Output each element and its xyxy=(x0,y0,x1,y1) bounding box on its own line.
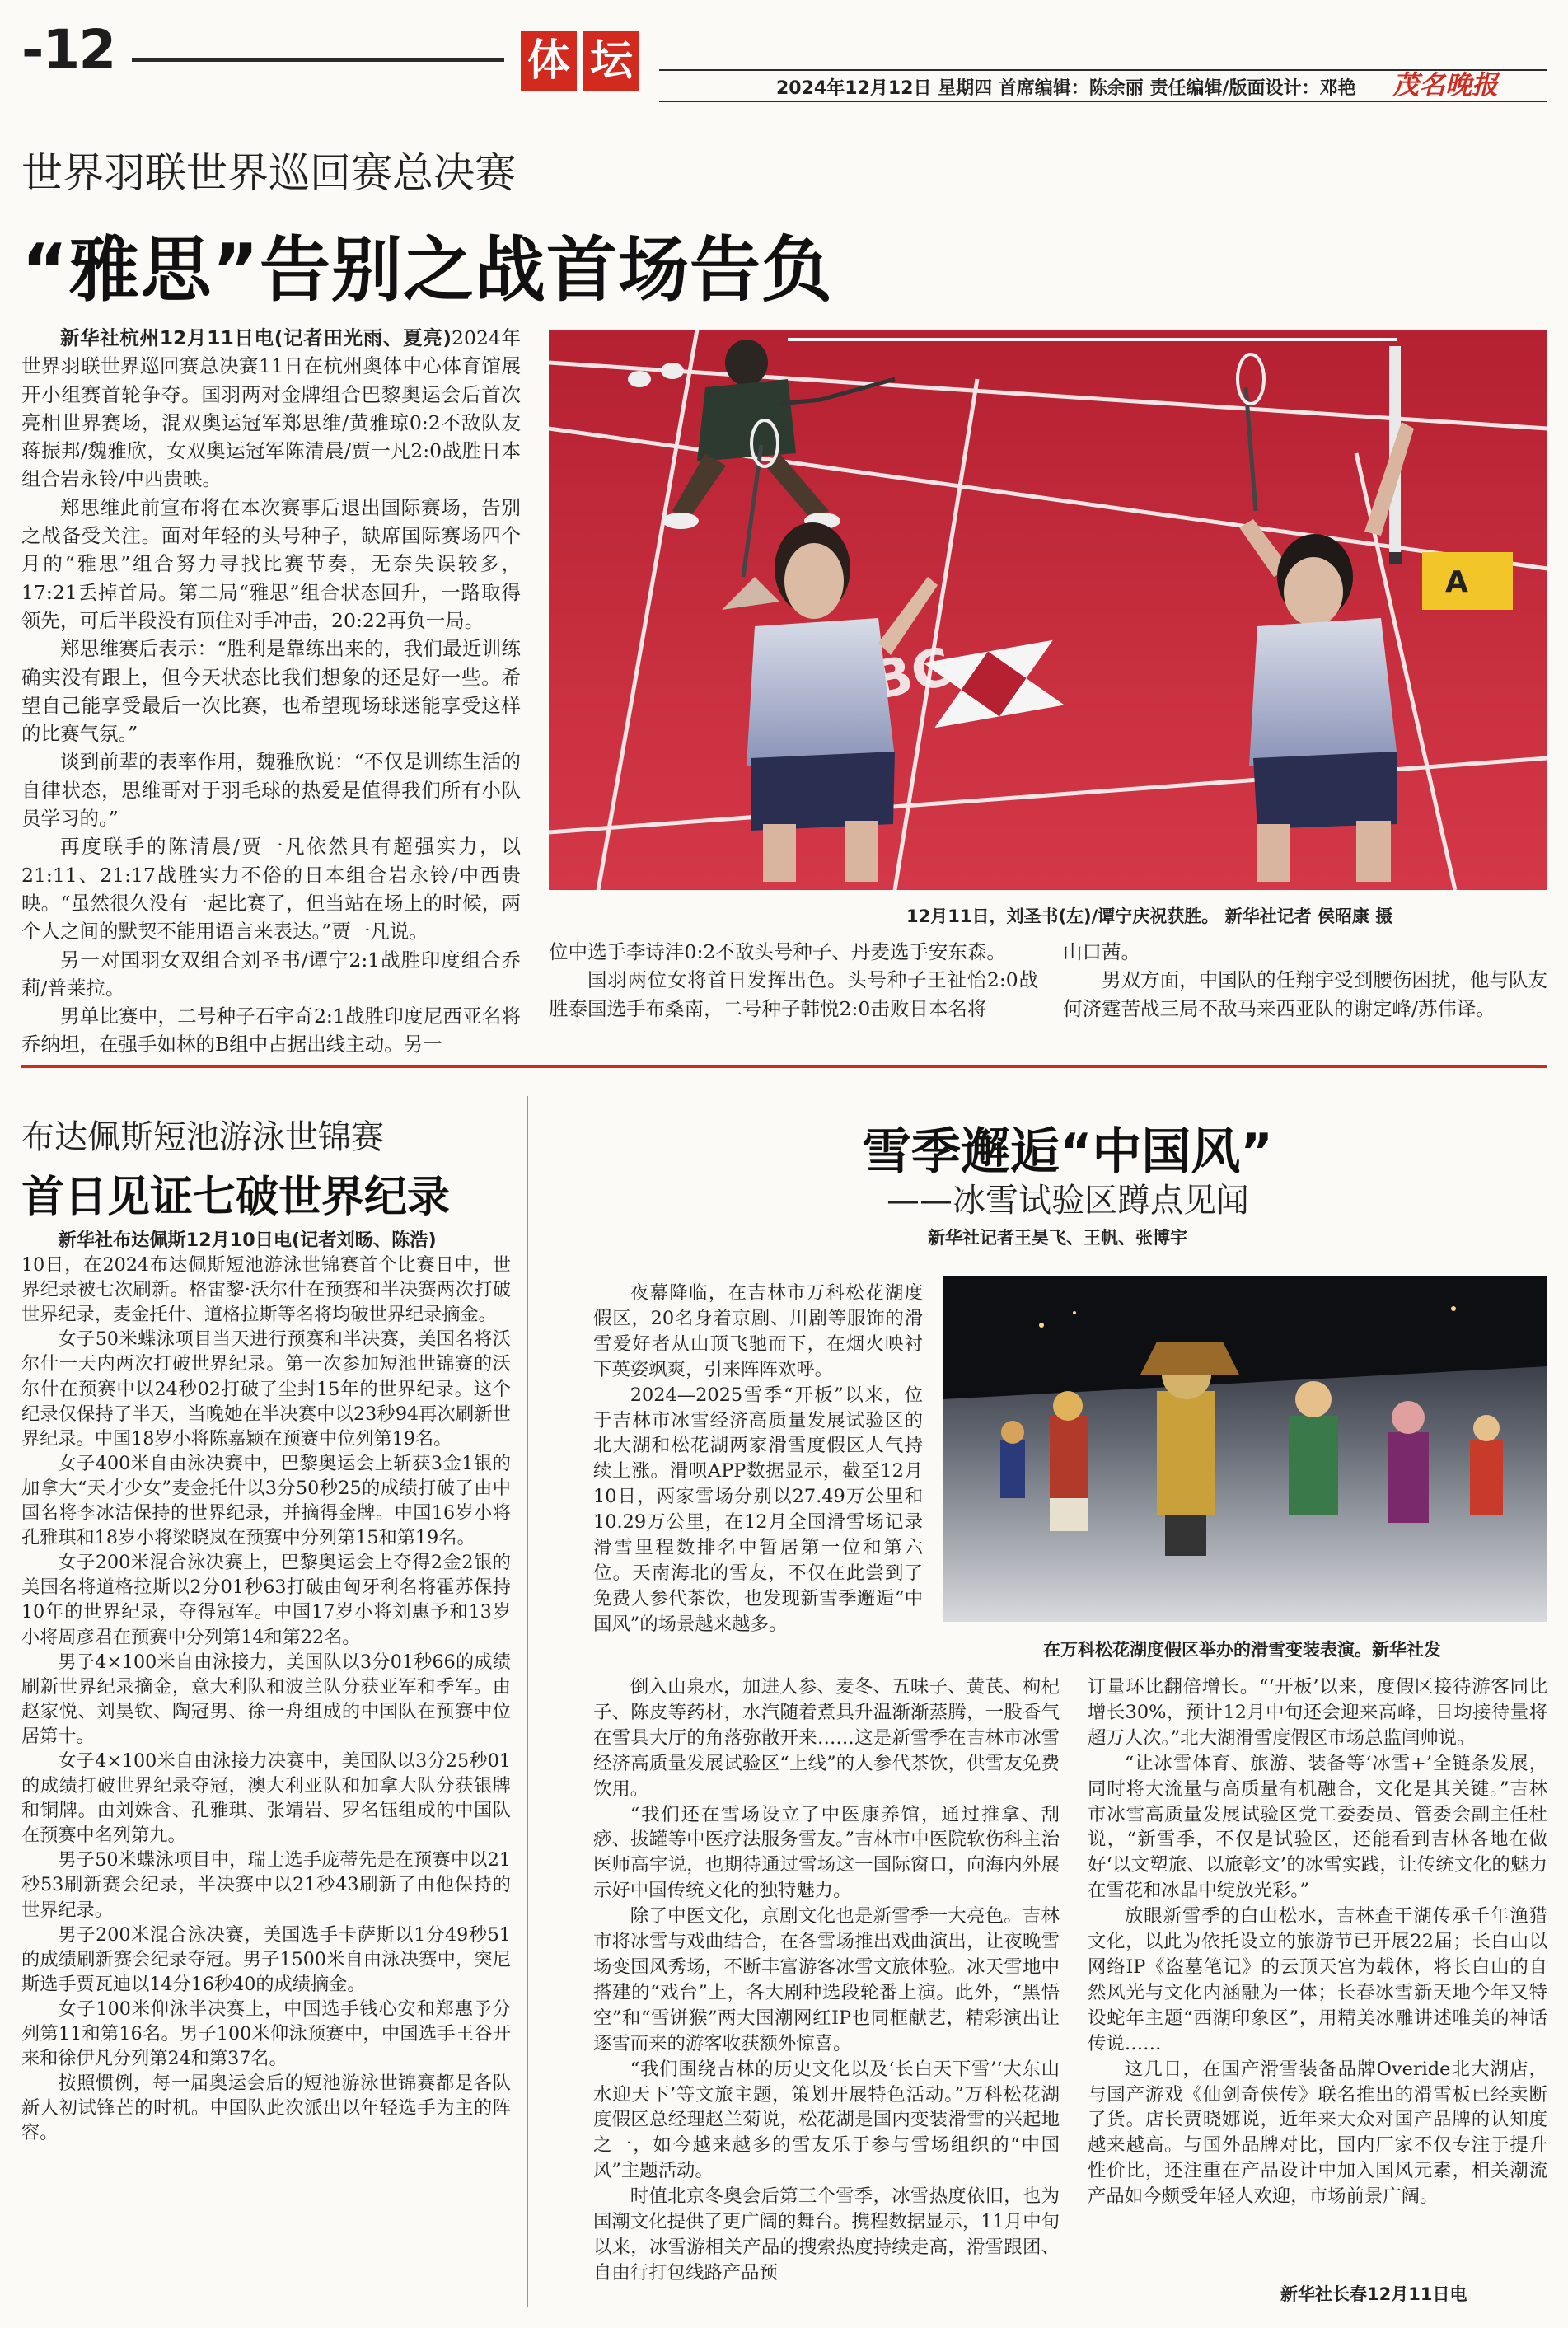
story3-headline: 雪季邂逅“中国风” xyxy=(862,1123,1273,1181)
section-separator xyxy=(21,1065,1547,1068)
svg-text:A: A xyxy=(1445,565,1468,599)
story2-paragraph: 男子200米混合泳决赛，美国选手卡萨斯以1分49秒51的成绩刷新赛会纪录夺冠。男子1500米自由泳决赛中，突尼斯选手贾瓦迪以14分16秒40的成绩摘金。 xyxy=(21,1923,511,1995)
story2-paragraph: 按照惯例，每一届奥运会后的短池游泳世锦赛都是各队新人初试锋芒的时机。中国队此次派出以年轻选手为主的阵容。 xyxy=(21,2073,511,2144)
story3-body-col1-top xyxy=(593,1281,923,1637)
story1-col3-line: 山口茜。 xyxy=(1063,940,1140,963)
story1-body-col1 xyxy=(21,324,521,1059)
story2-paragraph: 女子400米自由泳决赛中，巴黎奥运会上斩获3金1银的加拿大“天才少女”麦金托什以3分50秒25的成绩打破了由中国名将李冰洁保持的世界纪录，并摘得金牌。中国16岁小将孔雅琪和18岁小将梁晓岚在预赛中分列第15和第19名。 xyxy=(21,1452,511,1549)
story3-paragraph: 2024—2025雪季“开板”以来，位于吉林市冰雪经济高质量发展试验区的北大湖和松花湖两家滑雪度假区人气持续上涨。滑呗APP数据显示，截至12月10日，两家雪场分别以27.49万公里和10.29万公里，在12月全国滑雪场记录滑雪里程数排名中暂居第一位和第六位。天南海北的雪友，不仅在此尝到了免费人参代茶饮，也发现新雪季邂逅“中国风”的场景越来越多。 xyxy=(593,1384,923,1635)
story3-paragraph: 除了中医文化，京剧文化也是新雪季一大亮色。吉林市将冰雪与戏曲结合，在各雪场推出戏曲演出，让夜晚雪场变国风秀场，不断丰富游客冰雪文旅体验。冰天雪地中搭建的“戏台”上，各大剧种选段轮番上演。此外，“黑悟空”和“雪饼猴”两大国潮网红IP也同框献艺，精彩演出让逐雪而来的游客收获额外惊喜。 xyxy=(593,1905,1060,2054)
column-divider xyxy=(527,1096,528,2307)
story1-col2-line: 位中选手李诗沣0:2不敌头号种子、丹麦选手安东森。 xyxy=(549,940,1006,963)
story3-paragraph: “让冰雪体育、旅游、装备等‘冰雪+’全链条发展，同时将大流量与高质量有机融合，文化是其关键。”吉林市冰雪高质量发展试验区党工委委员、管委会副主任杜说，“新雪季，不仅是试验区，还能看到吉林各地在做好‘以文塑旅、以旅彰文’的冰雪实践，让传统文化的魅力在雪花和冰晶中绽放光彩。” xyxy=(1088,1752,1547,1902)
story3-byline: 新华社记者王昊飞、王帆、张博宇 xyxy=(928,1228,1187,1248)
story3-paragraph: 时值北京冬奥会后第三个雪季，冰雪热度依旧，也为国潮文化提供了更广阔的舞台。携程数据显示，11月中旬以来，冰雪游相关产品的搜索热度持续走高，滑雪跟团、自由行打包线路产品预 xyxy=(593,2185,1060,2284)
story3-paragraph: 夜幕降临，在吉林市万科松花湖度假区，20名身着京剧、川剧等服饰的滑雪爱好者从山顶飞驰而下，在烟火映衬下英姿飒爽，引来阵阵欢呼。 xyxy=(593,1282,923,1380)
story1-paragraph: 再度联手的陈清晨/贾一凡依然具有超强实力，以21:11、21:17战胜实力不俗的日本组合岩永铃/中西贵映。“虽然很久没有一起比赛了，但当站在场上的时候，两个人之间的默契不能用语言来表达。”贾一凡说。 xyxy=(21,835,521,944)
dateline: 2024年12月12日 星期四 首席编辑：陈余丽 责任编辑/版面设计：邓艳 xyxy=(776,78,1356,99)
story2-body xyxy=(21,1228,511,2145)
badminton-photo-art xyxy=(549,330,1547,890)
story2-paragraph: 10日，在2024布达佩斯短池游泳世锦赛首个比赛日中，世界纪录被七次刷新。格雷黎·沃尔什在预赛和半决赛两次打破世界纪录，麦金托什、道格拉斯等名将均破世界纪录摘金。 xyxy=(21,1254,511,1326)
badminton-photo xyxy=(549,330,1547,890)
story2-lead-label: 新华社布达佩斯12月10日电(记者刘旸、陈浩) xyxy=(58,1230,437,1251)
story1-headline: “雅思”告别之战首场告负 xyxy=(21,229,834,311)
header-rule-right-bottom xyxy=(659,101,1547,102)
story1-body-col3 xyxy=(1063,938,1547,1023)
ski-costume-photo-art xyxy=(943,1276,1547,1622)
story2-paragraph: 女子4×100米自由泳接力决赛中，美国队以3分25秒01的成绩打破世界纪录夺冠，澳大利亚队和加拿大队分获银牌和铜牌。由刘姝含、孔雅琪、张靖岩、罗名钰组成的中国队在预赛中名列第九。 xyxy=(21,1750,511,1847)
story1-paragraph: 男单比赛中，二号种子石宇奇2:1战胜印度尼西亚名将乔纳坦，在强手如林的B组中占据出线主动。另一 xyxy=(21,1005,521,1056)
story2-paragraph: 男子50米蝶泳项目中，瑞士选手庞蒂先是在预赛中以21秒53刷新赛会纪录，半决赛中以21秒43刷新了由他保持的世界纪录。 xyxy=(21,1849,511,1921)
story3-paragraph: 这几日，在国产滑雪装备品牌Overide北大湖店，与国产游戏《仙剑奇侠传》联名推出的滑雪板已经卖断了货。店长贾晓娜说，近年来大众对国产品牌的认知度越来越高。与国外品牌对比，国内厂家不仅专注于提升性价比，还注重在产品设计中加入国风元素，相关潮流产品如今颇受年轻人欢迎，市场前景广阔。 xyxy=(1088,2058,1547,2208)
story3-signoff: 新华社长春12月11日电 xyxy=(1280,2284,1467,2304)
ski-costume-photo xyxy=(943,1276,1547,1622)
story1-paragraph: 谈到前辈的表率作用，魏雅欣说：“不仅是训练生活的自律状态，思维哥对于羽毛球的热爱是值得我们所有小队员学习的。” xyxy=(21,750,521,831)
story2-paragraph: 女子100米仰泳半决赛上，中国选手钱心安和郑惠予分列第11和第16名。男子100米仰泳预赛中，中国选手王谷开来和徐伊凡分列第24和第37名。 xyxy=(21,1998,511,2070)
story2-kicker: 布达佩斯短池游泳世锦赛 xyxy=(21,1118,384,1156)
section-label-1: 体 xyxy=(521,31,577,91)
story3-body-col1 xyxy=(593,1675,1060,2286)
badminton-photo-caption: 12月11日，刘圣书(左)/谭宁庆祝获胜。 新华社记者 侯昭康 摄 xyxy=(906,906,1393,926)
story1-paragraph: 另一对国羽女双组合刘圣书/谭宁2:1战胜印度组合乔莉/普莱拉。 xyxy=(21,948,521,1000)
story3-paragraph: “我们还在雪场设立了中医康养馆，通过推拿、刮痧、拔罐等中医疗法服务雪友。”吉林市中医院软伤科主治医师高宇说，也期待通过雪场这一国际窗口，向海内外展示好中国传统文化的独特魅力。 xyxy=(593,1803,1060,1902)
header-rule-left xyxy=(132,58,504,62)
story2-headline: 首日见证七破世界纪录 xyxy=(21,1173,451,1222)
story1-body-col2 xyxy=(549,938,1038,1023)
story1-kicker: 世界羽联世界巡回赛总决赛 xyxy=(21,149,516,197)
story2-paragraph: 女子50米蝶泳项目当天进行预赛和半决赛，美国名将沃尔什一天内两次打破世界纪录。第一次参加短池世锦赛的沃尔什在预赛中以24秒02打破了尘封15年的世界纪录。这个纪录仅保持了半天，当晚她在半决赛中以23秒94再次刷新世界纪录。中国18岁小将陈嘉颖在预赛中位列第19名。 xyxy=(21,1328,511,1450)
story1-col2-line: 国羽两位女将首日发挥出色。头号种子王祉怡2:0战胜泰国选手布桑南，二号种子韩悦2:0击败日本名将 xyxy=(549,968,1038,1020)
story3-paragraph: 订量环比翻倍增长。“‘开板’以来，度假区接待游客同比增长30%，预计12月中旬还会迎来高峰，日均接待量将超万人次。”北大湖滑雪度假区市场总监闫帅说。 xyxy=(1088,1676,1547,1749)
masthead-logo: 茂名晚报 xyxy=(1392,69,1499,101)
ski-photo-caption: 在万科松花湖度假区举办的滑雪变装表演。新华社发 xyxy=(1043,1640,1441,1660)
story3-paragraph: 倒入山泉水，加进人参、麦冬、五味子、黄芪、枸杞子、陈皮等药材，水汽随着煮具升温渐渐蒸腾，一股香气在雪具大厅的角落弥散开来……这是新雪季在吉林市冰雪经济高质量发展试验区“上线”的人参代茶饮，供雪友免费饮用。 xyxy=(593,1676,1060,1800)
story1-col3-line: 男双方面，中国队的任翔宇受到腰伤困扰，他与队友何济霆苦战三局不敌马来西亚队的谢定峰/苏伟译。 xyxy=(1063,968,1547,1020)
story2-paragraph: 女子200米混合泳决赛上，巴黎奥运会上夺得2金2银的美国名将道格拉斯以2分01秒63打破由匈牙利名将霍苏保持10年的世界纪录，夺得冠军。中国17岁小将刘惠予和13岁小将周彦君在预赛中分列第14和第22名。 xyxy=(21,1552,511,1648)
story3-paragraph: “我们围绕吉林的历史文化以及‘长白天下雪’‘大东山水迎天下’等文旅主题，策划开展特色活动。”万科松花湖度假区总经理赵兰菊说，松花湖是国内变装滑雪的兴起地之一，如今越来越多的雪友乐于参与雪场组织的“中国风”主题活动。 xyxy=(593,2058,1060,2182)
story1-paragraph: 郑思维此前宣布将在本次赛事后退出国际赛场，告别之战备受关注。面对年轻的头号种子，缺席国际赛场四个月的“雅思”组合努力寻找比赛节奏，无奈失误较多，17:21丢掉首局。第二局“雅思”组合状态回升，一路取得领先，可后半段没有顶住对手冲击，20:22再负一局。 xyxy=(21,495,521,632)
story1-lead-label: 新华社杭州12月11日电(记者田光雨、夏亮) xyxy=(60,326,452,349)
story1-paragraph: 2024年世界羽联世界巡回赛总决赛11日在杭州奥体中心体育馆展开小组赛首轮争夺。国羽两对金牌组合巴黎奥运会后首次亮相世界赛场，混双奥运冠军郑思维/黄雅琼0:2不敌队友蒋振邦/魏雅欣，女双奥运冠军陈清晨/贾一凡2:0战胜日本组合岩永铃/中西贵映。 xyxy=(21,326,521,491)
section-label-2: 坛 xyxy=(583,31,639,91)
story3-paragraph: 放眼新雪季的白山松水，吉林查干湖传承千年渔猎文化，以此为依托设立的旅游节已开展22届；长白山以网络IP《盗墓笔记》的云顶天宫为载体，将长白山的自然风光与文化内涵融为一体；长春冰雪新天地今年又特设蛇年主题“西湖印象区”，用精美冰雕讲述唯美的神话传说…… xyxy=(1088,1905,1547,2054)
page-number: -12 xyxy=(21,18,115,82)
story2-paragraph: 男子4×100米自由泳接力，美国队以3分01秒66的成绩刷新世界纪录摘金，意大利队和波兰队分获亚军和季军。由赵家悦、刘昊钦、陶冠男、徐一舟组成的中国队在预赛中位居第十。 xyxy=(21,1651,511,1747)
story3-body-col2 xyxy=(1088,1675,1547,2209)
story1-paragraph: 郑思维赛后表示：“胜利是靠练出来的，我们最近训练确实没有跟上，但今天状态比我们想象的还是好一些。希望自己能享受最后一次比赛，也希望现场球迷能享受这样的比赛气氛。” xyxy=(21,637,521,746)
story3-subheadline: ——冰雪试验区蹲点见闻 xyxy=(887,1182,1249,1220)
